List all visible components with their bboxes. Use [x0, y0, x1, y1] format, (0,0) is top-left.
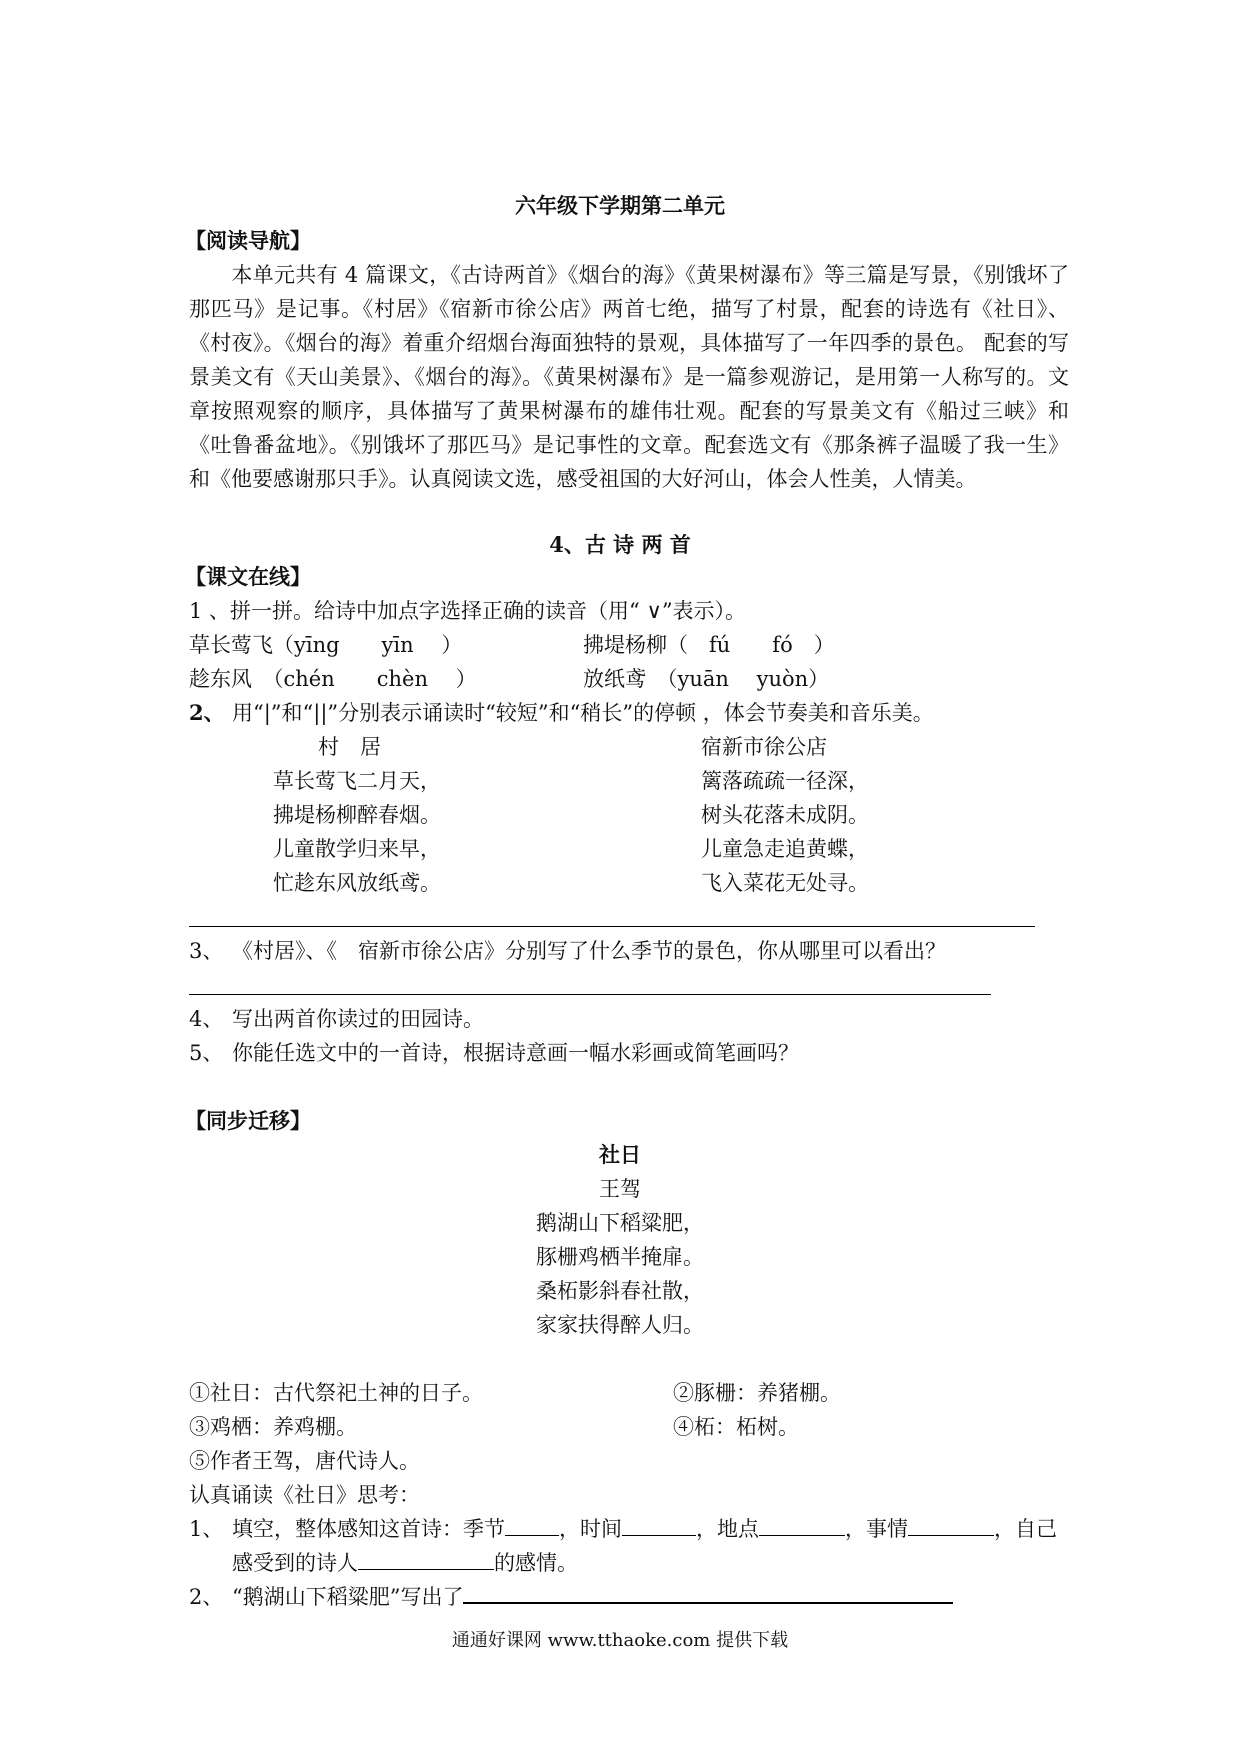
sheri-title: 社日	[599, 1142, 641, 1167]
note: ③鸡栖：养鸡棚。	[189, 1415, 357, 1439]
transfer-q2-number: 2、	[189, 1585, 224, 1609]
pinyin-item: 趁东风 （chén chèn ）	[189, 667, 477, 691]
pinyin-item: 拂堤杨柳（ fú fó ）	[583, 633, 835, 657]
question-5-number: 5、	[189, 1041, 224, 1065]
note: ②豚栅：养猪棚。	[673, 1381, 841, 1405]
answer-line[interactable]	[189, 994, 991, 995]
reading-nav-paragraph	[189, 258, 1069, 496]
question-3-number: 3、	[189, 939, 224, 963]
poem-line: 儿童散学归来早，	[273, 837, 441, 861]
question-2-number: 2、	[189, 700, 225, 725]
question-1: 1 、拼一拼。给诗中加点字选择正确的读音（用“ ∨”表示）。	[189, 599, 747, 623]
lesson-title: 4、古 诗 两 首	[549, 532, 691, 557]
transfer-q1: 填空，整体感知这首诗：季节 ，时间 ，地点 ，事情 ，自己	[232, 1512, 1057, 1546]
question-3: 《村居》、《 宿新市徐公店》分别写了什么季节的景色，你从哪里可以看出？	[232, 939, 946, 963]
poem-line: 鹅湖山下稻粱肥，	[536, 1211, 704, 1235]
feeling-blank[interactable]	[358, 1547, 494, 1570]
note: ④柘：柘树。	[673, 1415, 799, 1439]
poem-line: 篱落疏疏一径深，	[701, 769, 869, 793]
question-5: 你能任选文中的一首诗，根据诗意画一幅水彩画或简笔画吗？	[232, 1041, 799, 1065]
transfer-q1-number: 1、	[189, 1517, 224, 1541]
reading-nav-text: 本单元共有 4 篇课文，《古诗两首》《烟台的海》《黄果树瀑布》等三篇是写景，《别饿坏了那匹马》是记事。《村居》《宿新市徐公店》两首七绝，描写了村景，配套的诗选有《社日》、《村夜》。《烟台的海》着重介绍烟台海面独特的景观，具体描写了一年四季的景色。 配套的写景美文有《天山美景》、《烟台的海》。《黄果树瀑布》是一篇参观游记，是用第一人称写的。文章按照观察的顺序，具体描写了黄果树瀑布的雄伟壮观。配套的写景美文有《船过三峡》和《吐鲁番盆地》。《别饿坏了那匹马》是记事性的文章。配套选文有《那条裤子温暖了我一生》和《他要感谢那只手》。认真阅读文选，感受祖国的大好河山，体会人性美，人情美。	[189, 263, 1069, 491]
poem-cunju-title: 村 居	[318, 735, 381, 759]
poem-line: 豚栅鸡栖半掩扉。	[536, 1245, 704, 1269]
footer-credit: 通通好课网 www.tthaoke.com 提供下载	[451, 1630, 789, 1651]
question-2: 用“|”和“||”分别表示诵读时“较短”和“稍长”的停顿 ，体会节奏美和音乐美。	[232, 701, 934, 725]
poem-line: 飞入菜花无处寻。	[701, 871, 869, 895]
poem-line: 草长莺飞二月天，	[273, 769, 441, 793]
sheri-author: 王驾	[599, 1177, 641, 1201]
unit-title: 六年级下学期第二单元	[515, 193, 725, 218]
poem-line: 树头花落未成阴。	[701, 803, 869, 827]
season-blank[interactable]	[505, 1513, 559, 1536]
answer-blank[interactable]	[463, 1580, 953, 1604]
note: ①社日：古代祭祀土神的日子。	[189, 1381, 483, 1405]
transfer-heading: 【同步迁移】	[185, 1108, 311, 1133]
online-heading: 【课文在线】	[185, 564, 311, 589]
poem-line: 家家扶得醉人归。	[536, 1313, 704, 1337]
reading-nav-heading: 【阅读导航】	[185, 228, 311, 253]
think-prompt: 认真诵读《社日》思考：	[189, 1483, 420, 1507]
question-4-number: 4、	[189, 1007, 224, 1031]
pinyin-item: 草长莺飞（yīng yīn ）	[189, 633, 463, 657]
transfer-q2: “鹅湖山下稻粱肥”写出了	[232, 1580, 953, 1614]
poem-line: 拂堤杨柳醉春烟。	[273, 803, 441, 827]
poem-line: 儿童急走追黄蝶，	[701, 837, 869, 861]
note: ⑤作者王驾，唐代诗人。	[189, 1449, 420, 1473]
poem-line: 忙趁东风放纸鸢。	[273, 871, 441, 895]
time-blank[interactable]	[622, 1513, 696, 1536]
event-blank[interactable]	[908, 1513, 994, 1536]
poem-xinshi-title: 宿新市徐公店	[701, 735, 827, 759]
poem-line: 桑柘影斜春社散，	[536, 1279, 704, 1303]
place-blank[interactable]	[759, 1513, 845, 1536]
pinyin-item: 放纸鸢 （yuān yuòn）	[583, 667, 830, 691]
transfer-q1-cont: 感受到的诗人 的感情。	[232, 1546, 578, 1580]
answer-line[interactable]	[189, 926, 1035, 927]
question-4: 写出两首你读过的田园诗。	[232, 1007, 484, 1031]
